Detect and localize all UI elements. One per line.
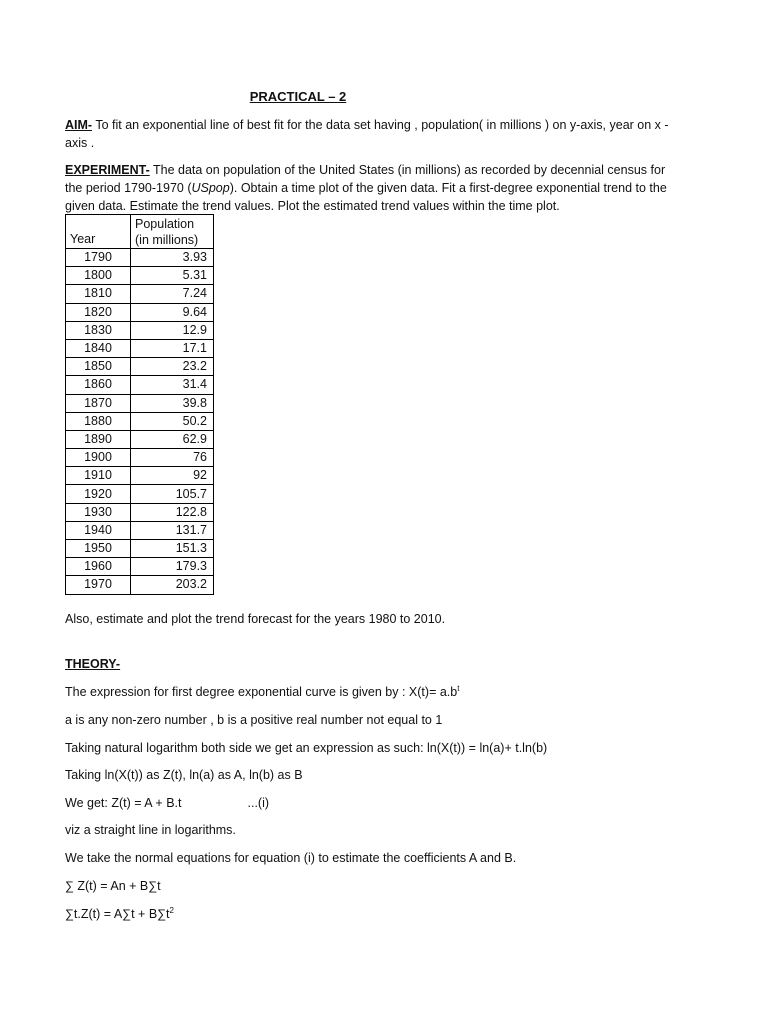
population-cell: 50.2	[131, 412, 214, 430]
year-cell: 1960	[66, 558, 131, 576]
table-row	[66, 394, 214, 412]
population-cell: 151.3	[131, 540, 214, 558]
table-row	[66, 303, 214, 321]
theory-line-7: We take the normal equations for equation (i) to estimate the coefficients A and B.	[65, 851, 517, 865]
population-cell: 92	[131, 467, 214, 485]
column-header-population-line1: Population	[135, 217, 195, 231]
population-cell: 3.93	[131, 249, 214, 267]
table-row	[66, 412, 214, 430]
table-row	[66, 358, 214, 376]
theory-line-4: Taking ln(X(t)) as Z(t), ln(a) as A, ln(b) as B	[65, 768, 303, 782]
year-cell: 1910	[66, 467, 131, 485]
year-cell: 1920	[66, 485, 131, 503]
year-cell: 1830	[66, 321, 131, 339]
normal-equation-2-exponent: 2	[169, 905, 174, 915]
year-cell: 1810	[66, 285, 131, 303]
year-cell: 1790	[66, 249, 131, 267]
year-cell: 1900	[66, 449, 131, 467]
population-cell: 105.7	[131, 485, 214, 503]
equation-tag: ...(i)	[247, 796, 270, 810]
population-table	[65, 214, 214, 595]
year-cell: 1800	[66, 267, 131, 285]
table-row	[66, 376, 214, 394]
population-cell: 31.4	[131, 376, 214, 394]
year-cell: 1840	[66, 339, 131, 357]
year-cell: 1970	[66, 576, 131, 594]
table-row	[66, 339, 214, 357]
experiment-paragraph	[65, 161, 677, 215]
table-row	[66, 267, 214, 285]
year-cell: 1950	[66, 540, 131, 558]
table-row	[66, 521, 214, 539]
population-cell: 203.2	[131, 576, 214, 594]
theory-line-3: Taking natural logarithm both side we get an expression as such: ln(X(t)) = ln(a)+ t.ln(b)	[65, 741, 548, 755]
theory-equation-i: We get: Z(t) = A + B.t	[65, 796, 182, 810]
table-row	[66, 467, 214, 485]
table-row	[66, 503, 214, 521]
table-row	[66, 485, 214, 503]
population-cell: 62.9	[131, 430, 214, 448]
aim-paragraph	[65, 116, 677, 152]
table-row	[66, 430, 214, 448]
table-row	[66, 540, 214, 558]
year-cell: 1870	[66, 394, 131, 412]
table-body	[66, 249, 214, 595]
theory-line-6: viz a straight line in logarithms.	[65, 823, 236, 837]
year-cell: 1860	[66, 376, 131, 394]
column-header-year: Year	[66, 215, 131, 249]
year-cell: 1940	[66, 521, 131, 539]
table-row	[66, 321, 214, 339]
normal-equation-2-text: ∑t.Z(t) = A∑t + B∑t	[65, 907, 170, 921]
aim-text: To fit an exponential line of best fit for the data set having , population( in millions ) on y-axis, year on x - axis .	[65, 118, 669, 150]
year-cell: 1850	[66, 358, 131, 376]
population-cell: 7.24	[131, 285, 214, 303]
population-cell: 12.9	[131, 321, 214, 339]
experiment-label: EXPERIMENT-	[65, 163, 150, 177]
theory-line-1-text: The expression for first degree exponential curve is given by : X(t)= a.b	[65, 685, 458, 699]
experiment-text-after: ). Obtain a time plot of the given data. Fit a first-degree exponential trend to the given data. Estimate the trend values. Plot the estimated trend values within the time plot.	[65, 181, 667, 213]
year-cell: 1930	[66, 503, 131, 521]
population-cell: 23.2	[131, 358, 214, 376]
table-header-row	[66, 215, 214, 249]
table-row	[66, 576, 214, 594]
table-row	[66, 249, 214, 267]
population-cell: 122.8	[131, 503, 214, 521]
normal-equation-2	[65, 907, 174, 921]
table-row	[66, 285, 214, 303]
experiment-text-before: The data on population of the United States (in millions) as recorded by decennial census for the period 1790-1970 (	[65, 163, 666, 195]
aim-label: AIM-	[65, 118, 93, 132]
population-cell: 9.64	[131, 303, 214, 321]
population-cell: 5.31	[131, 267, 214, 285]
table-row	[66, 449, 214, 467]
theory-line-5	[65, 796, 269, 810]
page-title: PRACTICAL – 2	[249, 89, 347, 104]
year-cell: 1890	[66, 430, 131, 448]
population-cell: 39.8	[131, 394, 214, 412]
theory-heading: THEORY-	[65, 657, 121, 671]
population-cell: 179.3	[131, 558, 214, 576]
population-cell: 131.7	[131, 521, 214, 539]
column-header-population-line2: (in millions)	[135, 233, 199, 247]
column-header-population	[131, 215, 214, 249]
population-cell: 17.1	[131, 339, 214, 357]
theory-line-1	[65, 685, 459, 699]
theory-line-2: a is any non-zero number , b is a positive real number not equal to 1	[65, 713, 443, 727]
dataset-name: USpop	[191, 181, 230, 195]
forecast-note: Also, estimate and plot the trend forecast for the years 1980 to 2010.	[65, 612, 446, 626]
table-row	[66, 558, 214, 576]
theory-line-1-exponent: t	[457, 683, 460, 693]
year-cell: 1880	[66, 412, 131, 430]
year-cell: 1820	[66, 303, 131, 321]
normal-equation-1: ∑ Z(t) = An + B∑t	[65, 879, 161, 893]
population-cell: 76	[131, 449, 214, 467]
